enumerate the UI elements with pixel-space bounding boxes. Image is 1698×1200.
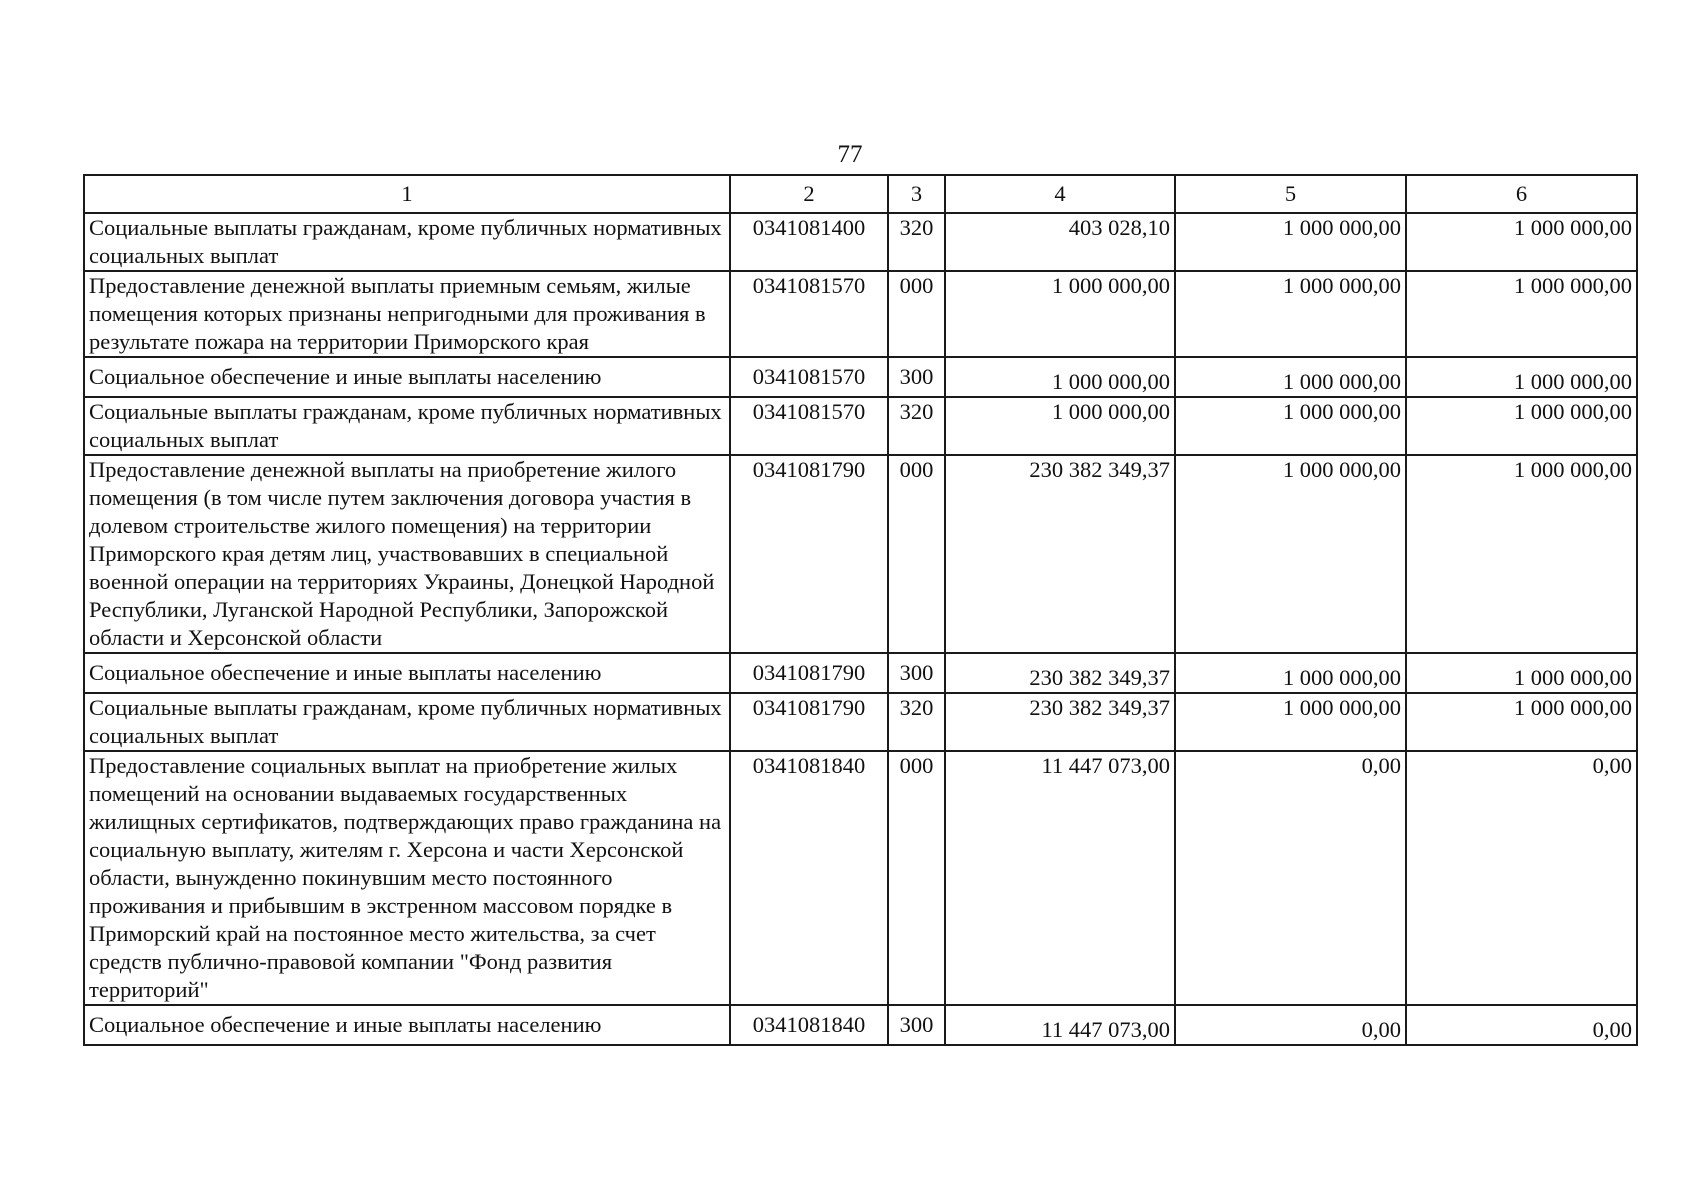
- row-amount-col5: 1 000 000,00: [1175, 653, 1406, 693]
- row-vr-code: 300: [888, 653, 945, 693]
- row-amount-col4: 403 028,10: [945, 213, 1175, 271]
- row-amount-col6: 1 000 000,00: [1406, 271, 1637, 357]
- row-amount-col4: 11 447 073,00: [945, 751, 1175, 1005]
- table-row: [84, 693, 1637, 751]
- row-csr-code: 0341081570: [730, 271, 888, 357]
- page-number: 77: [837, 141, 863, 168]
- row-csr-code: 0341081570: [730, 357, 888, 397]
- column-header: 5: [1175, 175, 1406, 213]
- row-amount-col6: 1 000 000,00: [1406, 397, 1637, 455]
- row-amount-col5: 0,00: [1175, 1005, 1406, 1045]
- row-amount-col6: 1 000 000,00: [1406, 357, 1637, 397]
- row-amount-col5: 1 000 000,00: [1175, 271, 1406, 357]
- row-csr-code: 0341081400: [730, 213, 888, 271]
- column-header: 3: [888, 175, 945, 213]
- table-row: [84, 271, 1637, 357]
- budget-table: [83, 174, 1638, 1046]
- table-row: [84, 1005, 1637, 1045]
- row-amount-col6: 0,00: [1406, 1005, 1637, 1045]
- row-amount-col6: 0,00: [1406, 751, 1637, 1005]
- row-vr-code: 320: [888, 213, 945, 271]
- table-row: [84, 213, 1637, 271]
- row-name: Социальные выплаты гражданам, кроме публичных нормативных социальных выплат: [84, 213, 730, 271]
- column-header: 6: [1406, 175, 1637, 213]
- row-amount-col6: 1 000 000,00: [1406, 213, 1637, 271]
- row-name: Предоставление денежной выплаты приемным семьям, жилые помещения которых признаны непригодными для проживания в результате пожара на территории Приморского края: [84, 271, 730, 357]
- row-csr-code: 0341081570: [730, 397, 888, 455]
- row-vr-code: 300: [888, 357, 945, 397]
- row-amount-col4: 1 000 000,00: [945, 271, 1175, 357]
- row-amount-col6: 1 000 000,00: [1406, 653, 1637, 693]
- table-row: [84, 397, 1637, 455]
- table-row: [84, 751, 1637, 1005]
- row-vr-code: 000: [888, 751, 945, 1005]
- row-amount-col4: 1 000 000,00: [945, 397, 1175, 455]
- column-number-row: [84, 175, 1637, 213]
- row-name: Социальное обеспечение и иные выплаты населению: [84, 1005, 730, 1045]
- row-name: Предоставление социальных выплат на приобретение жилых помещений на основании выдаваемых государственных жилищных сертификатов, подтверждающих право гражданина на социальную выплату, жителям г. Херсона и части Херсонской области, вынужденно покинувшим место постоянного проживания и прибывшим в экстренном массовом порядке в Приморский край на постоянное место жительства, за счет средств публично-правовой компании "Фонд развития территорий": [84, 751, 730, 1005]
- row-amount-col4: 11 447 073,00: [945, 1005, 1175, 1045]
- row-csr-code: 0341081840: [730, 751, 888, 1005]
- row-vr-code: 300: [888, 1005, 945, 1045]
- table-row: [84, 455, 1637, 653]
- row-vr-code: 320: [888, 693, 945, 751]
- row-csr-code: 0341081790: [730, 455, 888, 653]
- row-amount-col5: 1 000 000,00: [1175, 213, 1406, 271]
- table-row: [84, 653, 1637, 693]
- row-name: Предоставление денежной выплаты на приобретение жилого помещения (в том числе путем заключения договора участия в долевом строительстве жилого помещения) на территории Приморского края детям лиц, участвовавших в специальной военной операции на территориях Украины, Донецкой Народной Республики, Луганской Народной Республики, Запорожской области и Херсонской области: [84, 455, 730, 653]
- row-csr-code: 0341081840: [730, 1005, 888, 1045]
- row-amount-col5: 1 000 000,00: [1175, 455, 1406, 653]
- row-name: Социальное обеспечение и иные выплаты населению: [84, 653, 730, 693]
- row-vr-code: 000: [888, 271, 945, 357]
- column-header: 4: [945, 175, 1175, 213]
- row-amount-col5: 0,00: [1175, 751, 1406, 1005]
- row-amount-col6: 1 000 000,00: [1406, 455, 1637, 653]
- row-amount-col4: 230 382 349,37: [945, 693, 1175, 751]
- row-vr-code: 000: [888, 455, 945, 653]
- row-amount-col6: 1 000 000,00: [1406, 693, 1637, 751]
- row-name: Социальное обеспечение и иные выплаты населению: [84, 357, 730, 397]
- column-header: 1: [84, 175, 730, 213]
- row-amount-col4: 1 000 000,00: [945, 357, 1175, 397]
- row-amount-col5: 1 000 000,00: [1175, 397, 1406, 455]
- row-amount-col5: 1 000 000,00: [1175, 357, 1406, 397]
- row-amount-col5: 1 000 000,00: [1175, 693, 1406, 751]
- row-csr-code: 0341081790: [730, 693, 888, 751]
- row-amount-col4: 230 382 349,37: [945, 653, 1175, 693]
- row-name: Социальные выплаты гражданам, кроме публичных нормативных социальных выплат: [84, 397, 730, 455]
- column-header: 2: [730, 175, 888, 213]
- row-name: Социальные выплаты гражданам, кроме публичных нормативных социальных выплат: [84, 693, 730, 751]
- row-csr-code: 0341081790: [730, 653, 888, 693]
- table-row: [84, 357, 1637, 397]
- row-vr-code: 320: [888, 397, 945, 455]
- row-amount-col4: 230 382 349,37: [945, 455, 1175, 653]
